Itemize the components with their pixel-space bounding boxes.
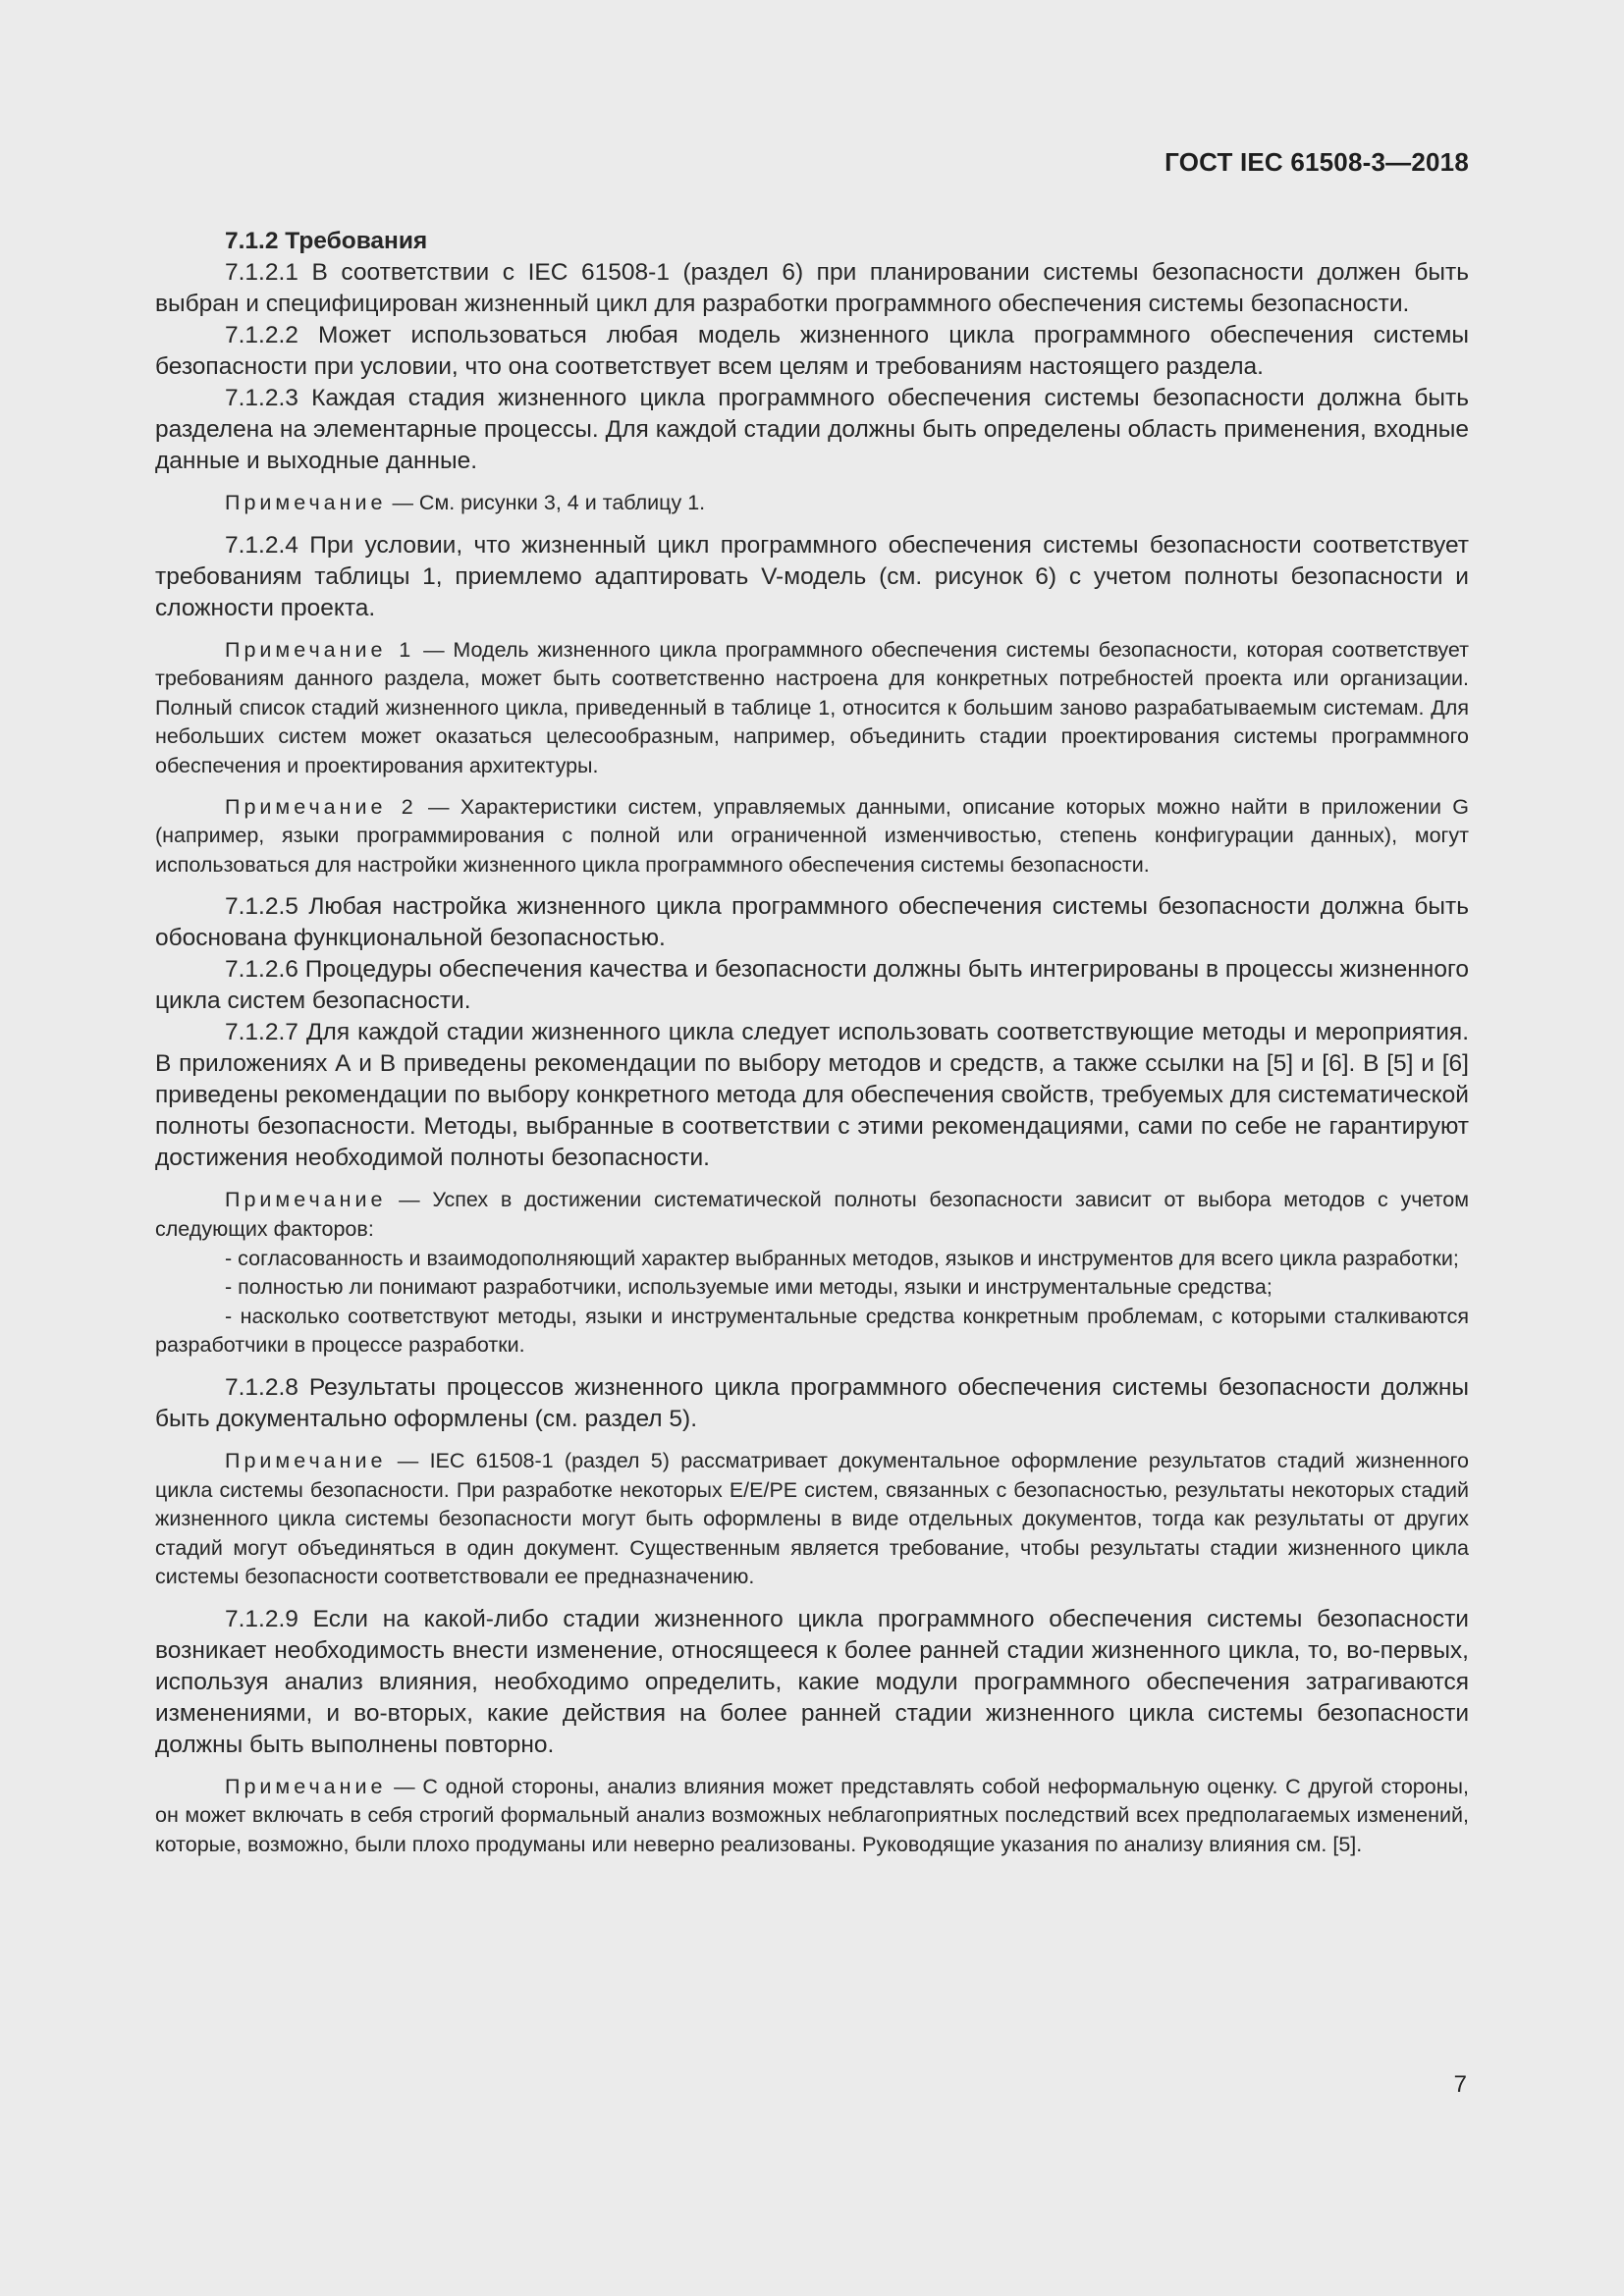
- note-c-text: — Успех в достижении систематической полноты безопасности зависит от выбора методов с учетом следующих факторов:: [155, 1188, 1469, 1241]
- paragraph-7-1-2-3: 7.1.2.3 Каждая стадия жизненного цикла программного обеспечения системы безопасности должна быть разделена на элементарные процессы. Для каждой стадии должны быть определены область применения, входные данные и выходные данные.: [155, 385, 1469, 474]
- paragraph-7-1-2-9: 7.1.2.9 Если на какой-либо стадии жизненного цикла программного обеспечения системы безопасности возникает необходимость внести изменение, относящееся к более ранней стадии жизненного цикла, то, во-первых, используя анализ влияния, необходимо определить, какие модули программного обеспечения затрагиваются изменениями, и во-вторых, какие действия на более ранней стадии жизненного цикла системы безопасности должны быть выполнены повторно.: [155, 1605, 1469, 1758]
- note-1-label: Примечание 1: [225, 637, 415, 662]
- document-code-header: ГОСТ IEC 61508-3—2018: [1164, 147, 1469, 177]
- note-b1-text: — Модель жизненного цикла программного обеспечения системы безопасности, которая соответствует требованиям данного раздела, может быть соответственно настроена для конкретных потребностей проекта или организации. Полный список стадий жизненного цикла, приведенный в таблице 1, относится к большим заново разрабатываемым системам. Для небольших систем может оказаться целесообразным, например, объединить стадии проектирования системы программного обеспечения и проектирования архитектуры.: [155, 637, 1469, 777]
- note-label: Примечание: [225, 1448, 387, 1472]
- note-c-bullet-3: - насколько соответствуют методы, языки и инструментальные средства конкретным проблемам, с которыми сталкиваются разработчики в процессе разработки.: [155, 1304, 1469, 1358]
- paragraph-7-1-2-4: 7.1.2.4 При условии, что жизненный цикл программного обеспечения системы безопасности соответствует требованиям таблицы 1, приемлемо адаптировать V-модель (см. рисунок 6) с учетом полноты безопасности и сложности проекта.: [155, 531, 1469, 621]
- note-c: [155, 1186, 1469, 1244]
- note-d: [155, 1447, 1469, 1592]
- note-b2: [155, 793, 1469, 881]
- paragraph-7-1-2-7: 7.1.2.7 Для каждой стадии жизненного цикла следует использовать соответствующие методы и мероприятия. В приложениях А и В приведены рекомендации по выбору методов и средств, а также ссылки на [5] и [6]. В [5] и [6] приведены рекомендации по выбору конкретного метода для обеспечения свойств, требуемых для систематической полноты безопасности. Методы, выбранные в соответствии с этими рекомендациями, сами по себе не гарантируют достижения необходимой полноты безопасности.: [155, 1019, 1469, 1172]
- paragraph-7-1-2-8: 7.1.2.8 Результаты процессов жизненного цикла программного обеспечения системы безопасности должны быть документально оформлены (см. раздел 5).: [155, 1373, 1469, 1432]
- note-d-text: — IEC 61508-1 (раздел 5) рассматривает документальное оформление результатов стадий жизненного цикла системы безопасности. При разработке некоторых Е/Е/РЕ систем, связанных с безопасностью, результаты некоторых стадий жизненного цикла системы безопасности могут быть оформлены в виде отдельных документов, тогда как результаты от других стадий могут объединяться в один документ. Существенным является требование, чтобы результаты стадии жизненного цикла системы безопасности соответствовали ее предназначению.: [155, 1448, 1469, 1589]
- note-2-label: Примечание 2: [225, 794, 417, 819]
- note-c-bullet-2: - полностью ли понимают разработчики, используемые ими методы, языки и инструментальные средства;: [225, 1275, 1272, 1300]
- note-label: Примечание: [225, 1188, 387, 1212]
- note-label: Примечание: [225, 491, 387, 514]
- note-label: Примечание: [225, 1774, 387, 1798]
- paragraph-7-1-2-6: 7.1.2.6 Процедуры обеспечения качества и безопасности должны быть интегрированы в процессы жизненного цикла систем безопасности.: [155, 956, 1469, 1015]
- section-content: [155, 226, 1469, 1872]
- section-heading: 7.1.2 Требования: [225, 228, 428, 254]
- note-a-text: — См. рисунки 3, 4 и таблицу 1.: [392, 491, 706, 514]
- page-number: 7: [1453, 2071, 1467, 2098]
- note-a: [155, 489, 1469, 518]
- paragraph-7-1-2-1: 7.1.2.1 В соответствии с IEC 61508-1 (раздел 6) при планировании системы безопасности должен быть выбран и специфицирован жизненный цикл для разработки программного обеспечения системы безопасности.: [155, 259, 1469, 317]
- paragraph-7-1-2-5: 7.1.2.5 Любая настройка жизненного цикла программного обеспечения системы безопасности должна быть обоснована функциональной безопасностью.: [155, 893, 1469, 952]
- note-e: [155, 1773, 1469, 1860]
- note-c-bullet-1: - согласованность и взаимодополняющий характер выбранных методов, языков и инструментов для всего цикла разработки;: [225, 1246, 1459, 1270]
- note-e-text: — С одной стороны, анализ влияния может представлять собой неформальную оценку. С другой стороны, он может включать в себя строгий формальный анализ возможных неблагоприятных последствий всех предполагаемых изменений, которые, возможно, были плохо продуманы или неверно реализованы. Руководящие указания по анализу влияния см. [5].: [155, 1774, 1469, 1857]
- paragraph-7-1-2-2: 7.1.2.2 Может использоваться любая модель жизненного цикла программного обеспечения системы безопасности при условии, что она соответствует всем целям и требованиям настоящего раздела.: [155, 322, 1469, 380]
- note-b1: [155, 636, 1469, 781]
- note-b2-text: — Характеристики систем, управляемых данными, описание которых можно найти в приложении G (например, языки программирования с полной или ограниченной изменчивостью, степень конфигурации данных), могут использоваться для настройки жизненного цикла программного обеспечения системы безопасности.: [155, 794, 1469, 877]
